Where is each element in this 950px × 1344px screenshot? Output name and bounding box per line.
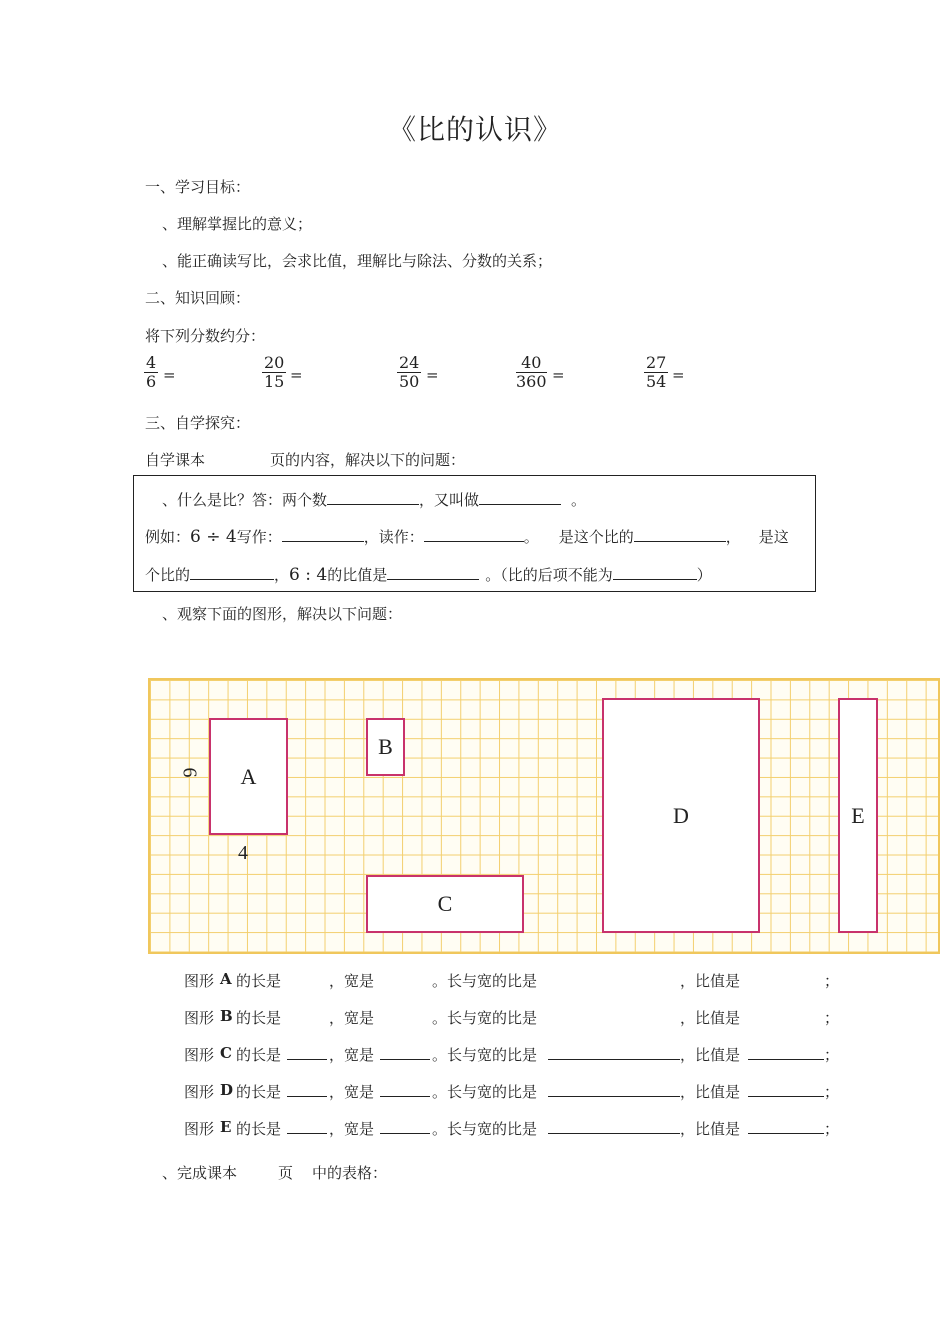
fraction-3-numerator: 24 bbox=[399, 353, 420, 372]
box-l1-a: 、什么是比？答：两个数 bbox=[162, 491, 328, 509]
box-l1-c: 。 bbox=[571, 491, 587, 509]
rectangle-e: E bbox=[838, 698, 878, 933]
self-study-intro-b: 页的内容，解决以下的问题： bbox=[270, 451, 466, 469]
box-l2-b: 写作： bbox=[236, 528, 282, 546]
box-l1-b: ，又叫做 bbox=[419, 491, 480, 509]
length-blank[interactable] bbox=[287, 1044, 327, 1060]
row-prefix: 图形 bbox=[184, 1009, 215, 1027]
row-end: ； bbox=[824, 1009, 840, 1027]
equals-sign-2: = bbox=[290, 366, 303, 384]
fraction-5-denominator: 54 bbox=[646, 372, 667, 391]
row-prefix: 图形 bbox=[184, 1083, 215, 1101]
answer-blank[interactable] bbox=[282, 526, 364, 542]
equals-sign-1: = bbox=[163, 366, 176, 384]
shape-label: B bbox=[220, 1007, 233, 1025]
textbook-table-task-c: 中的表格： bbox=[312, 1164, 388, 1182]
fraction-1 bbox=[144, 354, 158, 391]
box-l2-f: ， bbox=[725, 528, 741, 546]
division-expression: 6 ÷ 4 bbox=[190, 527, 237, 547]
width-label: ，宽是 bbox=[329, 1120, 375, 1138]
box-l3-c: 的比值是 bbox=[327, 566, 388, 584]
width-label: ，宽是 bbox=[329, 972, 375, 990]
textbook-table-task-a: 、完成课本 bbox=[162, 1164, 238, 1182]
rectangle-d: D bbox=[602, 698, 760, 933]
box-l3-a: 个比的 bbox=[145, 566, 191, 584]
ratio-blank[interactable] bbox=[548, 1044, 680, 1060]
goal-item-1: 、理解掌握比的意义； bbox=[162, 215, 313, 233]
width-blank[interactable] bbox=[380, 1044, 430, 1060]
ratio-value-label: ，比值是 bbox=[680, 972, 741, 990]
answer-blank[interactable] bbox=[634, 526, 726, 542]
ratio-value-label: ，比值是 bbox=[680, 1120, 741, 1138]
rectangle-c: C bbox=[366, 875, 524, 933]
fraction-3 bbox=[397, 354, 421, 391]
width-label: ，宽是 bbox=[329, 1046, 375, 1064]
shape-label: A bbox=[220, 970, 232, 988]
fraction-2 bbox=[262, 354, 286, 391]
fraction-4-denominator: 360 bbox=[516, 372, 547, 391]
ratio-value-label: ，比值是 bbox=[680, 1083, 741, 1101]
box-line-1 bbox=[162, 489, 586, 510]
dimension-bottom-label: 4 bbox=[238, 842, 248, 864]
length-label: 的长是 bbox=[236, 1120, 282, 1138]
fraction-5 bbox=[644, 354, 668, 391]
page-title: 《比的认识》 bbox=[387, 113, 562, 146]
length-blank[interactable] bbox=[287, 1081, 327, 1097]
row-end: ； bbox=[824, 1046, 840, 1064]
ratio-value-label: ，比值是 bbox=[680, 1009, 741, 1027]
answer-blank[interactable] bbox=[327, 489, 419, 505]
box-l3-d: 。（比的后项不能为 bbox=[485, 566, 613, 584]
ratio-blank[interactable] bbox=[548, 1081, 680, 1097]
box-l2-a: 例如： bbox=[145, 528, 191, 546]
fraction-1-denominator: 6 bbox=[146, 372, 157, 391]
row-prefix: 图形 bbox=[184, 972, 215, 990]
section2-heading: 二、知识回顾： bbox=[145, 289, 251, 307]
box-l2-d: 。 bbox=[523, 528, 539, 546]
row-end: ； bbox=[824, 972, 840, 990]
textbook-table-task-b: 页 bbox=[278, 1164, 294, 1182]
answer-blank[interactable] bbox=[424, 526, 524, 542]
ratio-value-blank[interactable] bbox=[748, 1118, 824, 1134]
observe-instruction: 、观察下面的图形，解决以下问题： bbox=[162, 605, 403, 623]
width-label: ，宽是 bbox=[329, 1083, 375, 1101]
fraction-1-numerator: 4 bbox=[146, 353, 157, 372]
rectangle-a: A bbox=[209, 718, 288, 835]
answer-blank[interactable] bbox=[190, 564, 274, 580]
length-label: 的长是 bbox=[236, 1009, 282, 1027]
box-l3-b: ， bbox=[274, 566, 290, 584]
box-line-3 bbox=[145, 564, 712, 585]
fraction-2-denominator: 15 bbox=[264, 372, 285, 391]
box-line-2 bbox=[145, 526, 789, 547]
dimension-side-label: 6 bbox=[178, 767, 201, 778]
ratio-expression: 6 : 4 bbox=[289, 565, 328, 585]
ratio-label: 。长与宽的比是 bbox=[432, 972, 538, 990]
length-blank[interactable] bbox=[287, 1118, 327, 1134]
fraction-3-denominator: 50 bbox=[399, 372, 420, 391]
length-label: 的长是 bbox=[236, 1046, 282, 1064]
answer-blank[interactable] bbox=[479, 489, 561, 505]
section3-heading: 三、自学探究： bbox=[145, 414, 251, 432]
width-blank[interactable] bbox=[380, 1118, 430, 1134]
answer-blank[interactable] bbox=[387, 564, 479, 580]
box-l2-c: ，读作： bbox=[363, 528, 424, 546]
box-l2-g: 是这 bbox=[758, 528, 789, 546]
ratio-label: 。长与宽的比是 bbox=[432, 1083, 538, 1101]
row-end: ； bbox=[824, 1120, 840, 1138]
row-end: ； bbox=[824, 1083, 840, 1101]
shape-label: C bbox=[220, 1044, 232, 1062]
ratio-label: 。长与宽的比是 bbox=[432, 1046, 538, 1064]
self-study-intro-a: 自学课本 bbox=[145, 451, 206, 469]
equals-sign-5: = bbox=[672, 366, 685, 384]
length-label: 的长是 bbox=[236, 972, 282, 990]
fraction-2-numerator: 20 bbox=[264, 353, 285, 372]
width-blank[interactable] bbox=[380, 1081, 430, 1097]
row-prefix: 图形 bbox=[184, 1046, 215, 1064]
row-prefix: 图形 bbox=[184, 1120, 215, 1138]
ratio-value-blank[interactable] bbox=[748, 1081, 824, 1097]
rectangle-b: B bbox=[366, 718, 405, 776]
shape-label: E bbox=[220, 1118, 232, 1136]
length-label: 的长是 bbox=[236, 1083, 282, 1101]
reduce-instruction: 将下列分数约分： bbox=[145, 327, 266, 345]
answer-blank[interactable] bbox=[613, 564, 697, 580]
ratio-value-blank[interactable] bbox=[748, 1044, 824, 1060]
fraction-5-numerator: 27 bbox=[646, 353, 667, 372]
fraction-4-numerator: 40 bbox=[516, 354, 547, 373]
equals-sign-4: = bbox=[552, 366, 565, 384]
ratio-label: 。长与宽的比是 bbox=[432, 1120, 538, 1138]
box-l3-e: ） bbox=[696, 566, 712, 584]
fraction-4 bbox=[516, 354, 547, 391]
box-l2-e: 是这个比的 bbox=[558, 528, 634, 546]
ratio-label: 。长与宽的比是 bbox=[432, 1009, 538, 1027]
ratio-value-label: ，比值是 bbox=[680, 1046, 741, 1064]
equals-sign-3: = bbox=[426, 366, 439, 384]
goal-item-2: 、能正确读写比，会求比值，理解比与除法、分数的关系； bbox=[162, 252, 553, 270]
section1-heading: 一、学习目标： bbox=[145, 178, 251, 196]
shape-label: D bbox=[220, 1081, 234, 1099]
ratio-blank[interactable] bbox=[548, 1118, 680, 1134]
width-label: ，宽是 bbox=[329, 1009, 375, 1027]
